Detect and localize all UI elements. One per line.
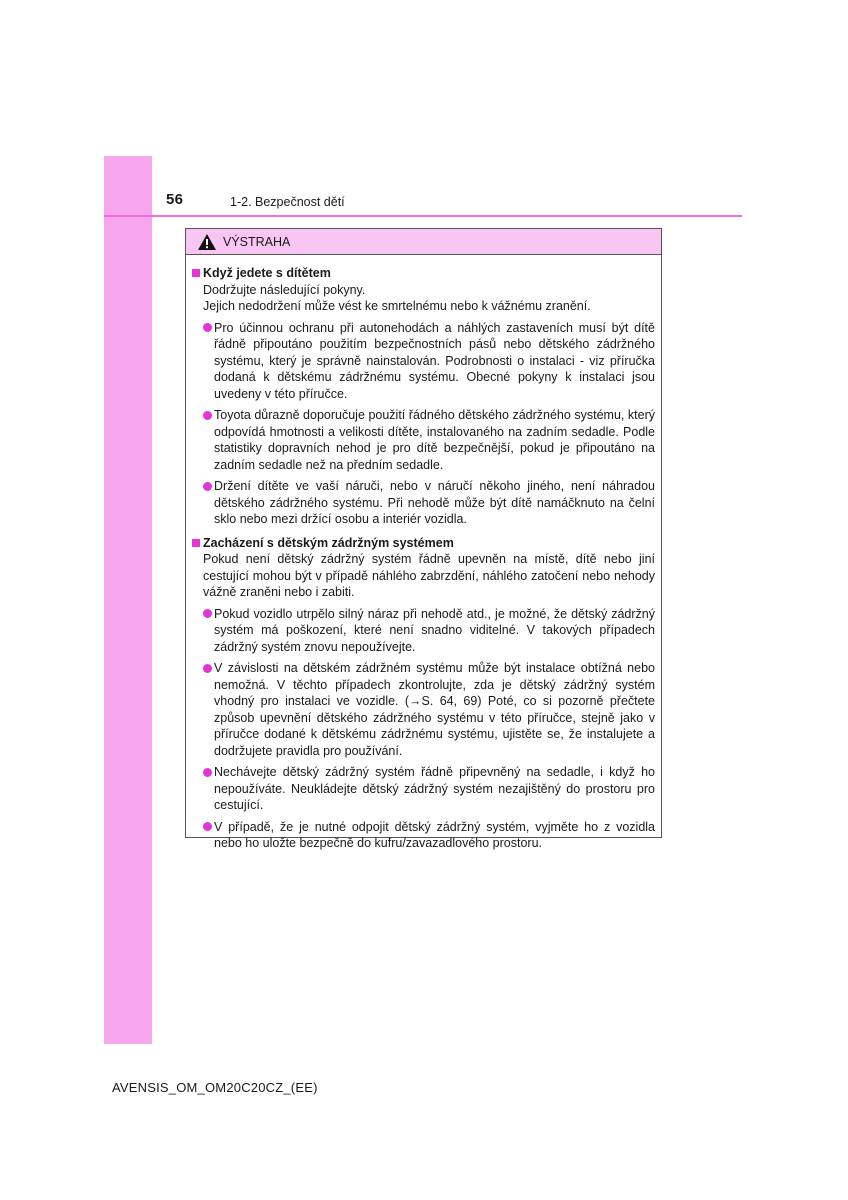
square-bullet-icon <box>192 269 200 277</box>
round-bullet-icon <box>203 411 212 420</box>
intro-text: Dodržujte následující pokyny. <box>203 282 366 297</box>
section-heading-text: Zacházení s dětským zádržným systémem <box>203 535 454 550</box>
warning-header <box>186 229 661 255</box>
list-item-text: V závislosti na dětském zádržném systému může být instalace obtížná nebo nemožná. V těchto případech zkontrolujte, zda je dětský zádržný systém vhodný pro instalaci ve vozidle. (→S. 64, 69) Poté, co si pozorně přečtete způsob upevnění dětského zádržného systému v této příručce, stejně jako v příručce dodané k dětskému zádržnému systému, ujistěte se, že instalujete a dodržujete pravidla pro používání. <box>214 661 655 758</box>
intro-text: Jejich nedodržení může vést ke smrtelnému nebo k vážnému zranění. <box>203 299 591 313</box>
list-item-text: Držení dítěte ve vaší náruči, nebo v náručí někoho jiného, není náhradou dětského zádržného systému. Při nehodě může být dítě namáčknuto na čelní sklo nebo mezi držící osobu a interiér vozidla. <box>214 479 655 526</box>
warning-content <box>186 255 661 852</box>
list-item-text: Pokud vozidlo utrpělo silný náraz při nehodě atd., je možné, že dětský zádržný systém má poškození, které není snadno viditelné. V takových případech zádržný systém znovu nepoužívejte. <box>214 606 655 654</box>
page-number: 56 <box>166 191 184 208</box>
warning-box <box>185 228 662 850</box>
warning-triangle-icon <box>197 233 217 251</box>
list-item <box>189 478 655 528</box>
round-bullet-icon <box>203 768 212 777</box>
list-item-text: Nechávejte dětský zádržný systém řádně připevněný na sedadle, i když ho nepoužíváte. Neukládejte dětský zádržný systém nezajištěný do prostoru pro cestující. <box>214 765 655 812</box>
list-item <box>189 819 655 852</box>
round-bullet-icon <box>203 482 212 491</box>
list-item <box>189 764 655 814</box>
round-bullet-icon <box>203 822 212 831</box>
list-item <box>189 407 655 473</box>
list-item-text: V případě, že je nutné odpojit dětský zádržný systém, vyjměte ho z vozidla nebo ho uložte bezpečně do kufru/zavazadlového prostoru. <box>214 819 655 850</box>
list-item <box>189 660 655 759</box>
list-item-text: Pro účinnou ochranu při autonehodách a náhlých zastaveních musí být dítě řádně připoutáno použitím bezpečnostních pásů nebo dětského zádržného systému, který je správně nainstalován. Podrobnosti o instalaci - viz příručka dodaná k dětskému zádržnému systému. Obecné pokyny k instalaci jsou uvedeny v této příručce. <box>214 320 655 401</box>
section-heading <box>189 265 655 282</box>
warning-title: VÝSTRAHA <box>223 234 291 249</box>
list-item <box>189 606 655 656</box>
intro-text: Pokud není dětský zádržný systém řádně upevněn na místě, dítě nebo jiní cestující mohou být v případě náhlého zabrzdění, náhlého zatočení nebo nehody vážně zraněni nebo i zabiti. <box>203 552 655 599</box>
section-heading <box>189 535 655 552</box>
round-bullet-icon <box>203 609 212 618</box>
list-item-text: Toyota důrazně doporučuje použití řádného dětského zádržného systému, který odpovídá hmotnosti a velikosti dítěte, instalovaného na zadním sedadle. Podle statistiky dopravních nehod je pro dítě bezpečnější, pokud je připoutáno na zadním sedadle než na předním sedadle. <box>214 408 655 472</box>
header-divider <box>104 215 742 217</box>
round-bullet-icon <box>203 664 212 673</box>
section-heading-text: Když jedete s dítětem <box>203 266 331 280</box>
round-bullet-icon <box>203 323 212 332</box>
square-bullet-icon <box>192 539 200 547</box>
list-item <box>189 320 655 403</box>
document-code: AVENSIS_OM_OM20C20CZ_(EE) <box>112 1080 318 1095</box>
chapter-tab <box>104 156 152 1044</box>
section-title: 1-2. Bezpečnost dětí <box>230 195 345 209</box>
